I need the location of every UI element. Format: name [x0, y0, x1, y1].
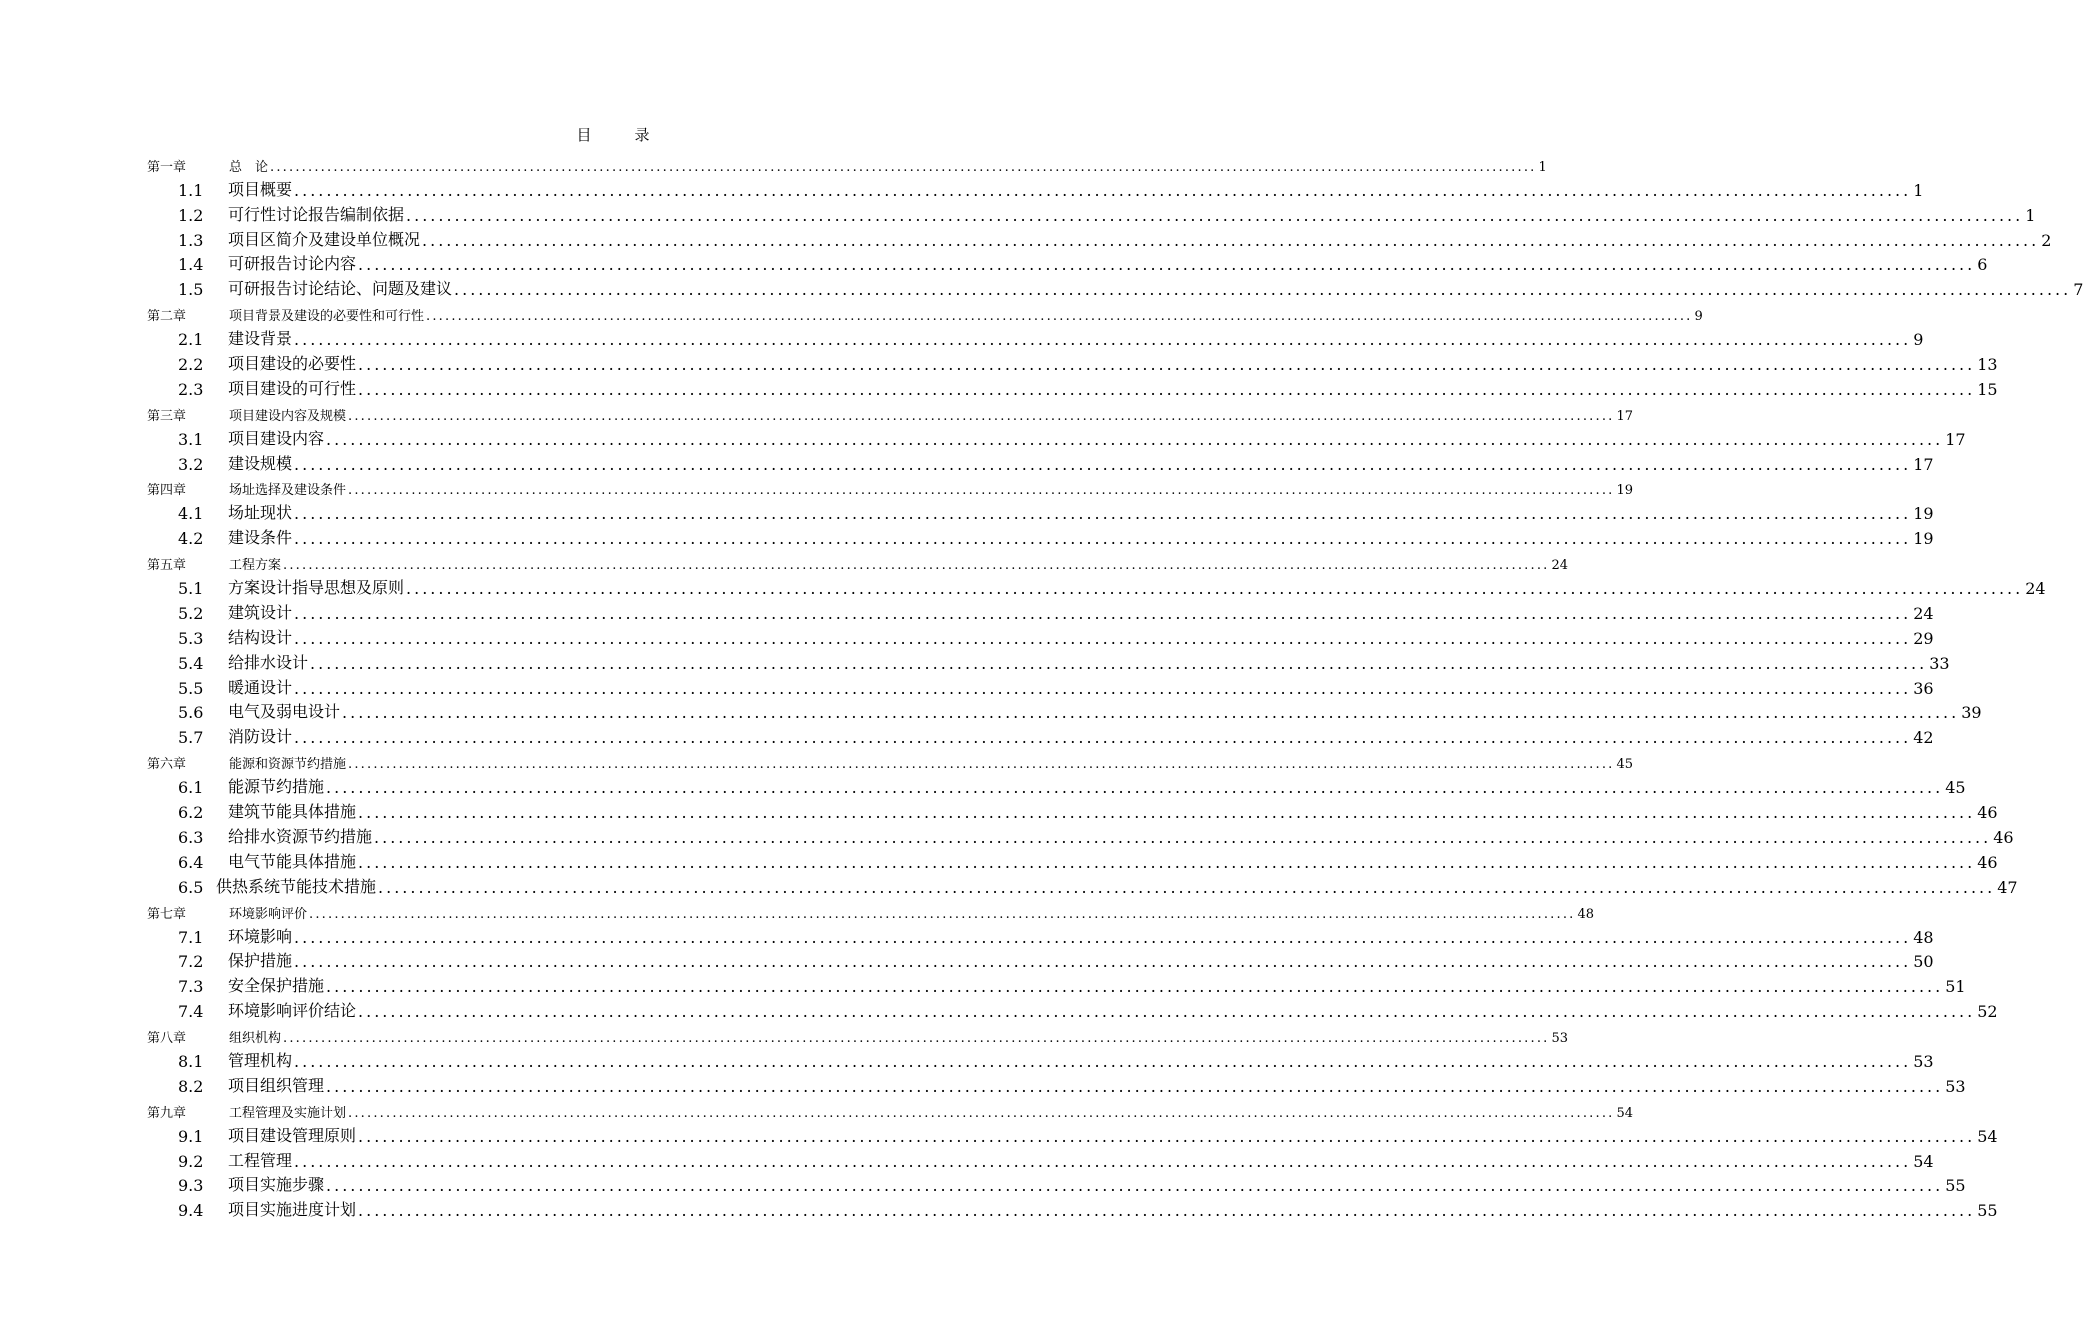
toc-chapter-entry[interactable]: [147, 399, 1634, 424]
toc-leader-dots: ........................................................................................................................................................................................................: [326, 977, 1944, 997]
toc-entry-page: 46: [1977, 803, 1998, 823]
toc-entry-number: 9.2: [178, 1151, 204, 1171]
toc-chapter-entry[interactable]: [147, 150, 1547, 175]
toc-entry-page: 45: [1616, 757, 1634, 773]
toc-entry-number: 2.1: [178, 330, 204, 350]
toc-section-entry[interactable]: [147, 947, 1934, 972]
toc-leader-dots: ........................................................................................................................................................................................................: [294, 504, 1912, 524]
toc-entry-page: 24: [1551, 558, 1569, 574]
toc-entry-page: 24: [2025, 579, 2046, 599]
toc-section-entry[interactable]: [147, 225, 2052, 250]
toc-leader-dots: ........................................................................................................................................................................................................: [358, 255, 1976, 275]
toc-entry-title: 消防设计: [228, 727, 293, 747]
toc-entry-page: 54: [1977, 1126, 1998, 1146]
toc-section-entry[interactable]: [147, 598, 1934, 623]
toc-entry-page: 13: [1977, 355, 1998, 375]
toc-entry-number: 9.4: [178, 1201, 204, 1221]
toc-entry-title: 项目建设的可行性: [228, 378, 357, 398]
toc-entry-page: 9: [1913, 330, 1924, 350]
toc-entry-page: 33: [1929, 653, 1950, 673]
toc-entry-page: 54: [1616, 1105, 1634, 1121]
toc-entry-page: 53: [1551, 1031, 1569, 1047]
toc-chapter-entry[interactable]: [147, 1096, 1634, 1121]
toc-entry-number: 第六章: [147, 757, 187, 773]
toc-entry-number: 6.4: [178, 852, 204, 872]
toc-entry-page: 46: [1977, 852, 1998, 872]
toc-entry-page: 29: [1913, 628, 1934, 648]
toc-entry-page: 48: [1913, 927, 1934, 947]
toc-leader-dots: ........................................................................................................................................................................................................: [326, 1176, 1944, 1196]
toc-entry-title: 供热系统节能技术措施: [216, 876, 377, 896]
toc-section-entry[interactable]: [147, 847, 1998, 872]
toc-leader-dots: ........................................................................................................................................................................................................: [294, 678, 1912, 698]
toc-entry-title: 工程管理: [228, 1150, 293, 1170]
toc-entry-number: 7.4: [178, 1002, 204, 1022]
toc-entry-page: 48: [1577, 906, 1595, 922]
toc-entry-title: 环境影响: [228, 926, 293, 946]
toc-chapter-entry[interactable]: [147, 1021, 1569, 1047]
toc-entry-title: 电气及弱电设计: [228, 702, 341, 722]
toc-leader-dots: ........................................................................................................................................................................................................: [294, 603, 1912, 623]
toc-entry-page: 53: [1945, 1076, 1966, 1096]
toc-entry-page: 47: [1997, 877, 2018, 897]
toc-entry-number: 第三章: [147, 408, 187, 424]
toc-leader-dots: ........................................................................................................................................................................................................: [326, 429, 1944, 449]
toc-section-entry[interactable]: [147, 573, 2046, 599]
toc-leader-dots: ........................................................................................................................................................................................................: [358, 852, 1976, 872]
toc-leader-dots: ........................................................................................................................................................................................................: [294, 454, 1912, 474]
toc-leader-dots: ........................................................................................................................................................................................................: [294, 180, 1912, 200]
toc-leader-dots: ........................................................................................................................................................................................................: [270, 159, 1537, 175]
toc-leader-dots: ........................................................................................................................................................................................................: [294, 927, 1912, 947]
toc-entry-number: 第八章: [147, 1031, 187, 1047]
toc-section-entry[interactable]: [147, 1146, 1934, 1171]
toc-section-entry[interactable]: [147, 872, 2018, 897]
toc-leader-dots: ........................................................................................................................................................................................................: [406, 205, 2024, 225]
toc-section-entry[interactable]: [147, 698, 1982, 723]
toc-entry-title: 项目概要: [228, 179, 293, 199]
toc-entry-number: 5.1: [178, 579, 204, 599]
toc-entry-page: 24: [1913, 603, 1934, 623]
toc-entry-page: 1: [1913, 180, 1924, 200]
toc-entry-page: 39: [1961, 703, 1982, 723]
toc-entry-title: 项目组织管理: [228, 1075, 325, 1095]
toc-section-entry[interactable]: [147, 971, 1966, 997]
toc-leader-dots: ........................................................................................................................................................................................................: [348, 757, 1615, 773]
toc-section-entry[interactable]: [147, 1195, 1998, 1221]
toc-leader-dots: ........................................................................................................................................................................................................: [326, 778, 1944, 798]
toc-entry-title: 安全保护措施: [228, 976, 325, 996]
toc-section-entry[interactable]: [147, 822, 2014, 847]
toc-leader-dots: ........................................................................................................................................................................................................: [310, 653, 1928, 673]
toc-entry-title: 暖通设计: [228, 677, 293, 697]
toc-leader-dots: ........................................................................................................................................................................................................: [348, 408, 1615, 424]
toc-entry-title: 给排水资源节约措施: [228, 826, 373, 846]
toc-entry-page: 55: [1977, 1201, 1998, 1221]
toc-section-entry[interactable]: [147, 772, 1966, 798]
toc-leader-dots: ........................................................................................................................................................................................................: [326, 1076, 1944, 1096]
toc-entry-title: 场址现状: [228, 503, 293, 523]
toc-leader-dots: ........................................................................................................................................................................................................: [309, 906, 1576, 922]
toc-entry-page: 50: [1913, 952, 1934, 972]
toc-entry-page: 1: [1538, 159, 1547, 175]
toc-entry-title: 给排水设计: [228, 652, 309, 672]
toc-entry-number: 1.5: [178, 280, 204, 300]
toc-entry-number: 5.3: [178, 628, 204, 648]
toc-entry-title: 总 论: [229, 159, 269, 175]
toc-entry-number: 7.2: [178, 952, 204, 972]
toc-section-entry[interactable]: [147, 523, 1934, 549]
toc-entry-number: 4.2: [178, 529, 204, 549]
toc-section-entry[interactable]: [147, 1171, 1966, 1196]
toc-leader-dots: ........................................................................................................................................................................................................: [294, 952, 1912, 972]
toc-section-entry[interactable]: [147, 648, 1950, 673]
toc-entry-number: 第四章: [147, 483, 187, 499]
toc-entry-number: 8.1: [178, 1051, 204, 1071]
toc-entry-page: 17: [1945, 429, 1966, 449]
toc-entry-number: 1.1: [178, 180, 204, 200]
toc-entry-title: 可研报告讨论结论、问题及建议: [228, 279, 453, 299]
toc-leader-dots: ........................................................................................................................................................................................................: [454, 280, 2072, 300]
toc-entry-title: 能源节约措施: [228, 777, 325, 797]
toc-entry-page: 51: [1945, 977, 1966, 997]
toc-entry-page: 42: [1913, 728, 1934, 748]
toc-entry-title: 项目建设管理原则: [228, 1125, 357, 1145]
toc-title: 目 录: [576, 126, 664, 144]
toc-section-entry[interactable]: [147, 200, 2036, 225]
toc-chapter-entry[interactable]: [147, 747, 1634, 773]
toc-leader-dots: ........................................................................................................................................................................................................: [294, 330, 1912, 350]
toc-leader-dots: ........................................................................................................................................................................................................: [358, 1201, 1976, 1221]
toc-entry-title: 建筑节能具体措施: [228, 802, 357, 822]
toc-section-entry[interactable]: [147, 324, 1924, 350]
toc-entry-page: 54: [1913, 1151, 1934, 1171]
toc-leader-dots: ........................................................................................................................................................................................................: [283, 558, 1550, 574]
toc-entry-title: 方案设计指导思想及原则: [228, 578, 405, 598]
toc-entry-title: 项目建设内容及规模: [229, 408, 347, 424]
toc-leader-dots: ........................................................................................................................................................................................................: [358, 1126, 1976, 1146]
toc-leader-dots: ........................................................................................................................................................................................................: [422, 230, 2040, 250]
toc-leader-dots: ........................................................................................................................................................................................................: [348, 1105, 1615, 1121]
toc-entry-number: 第七章: [147, 906, 187, 922]
toc-entry-page: 9: [1694, 309, 1703, 325]
toc-leader-dots: ........................................................................................................................................................................................................: [294, 529, 1912, 549]
toc-entry-page: 19: [1913, 504, 1934, 524]
toc-entry-number: 5.7: [178, 728, 204, 748]
toc-entry-title: 组织机构: [229, 1031, 282, 1047]
toc-entry-title: 结构设计: [228, 627, 293, 647]
toc-section-entry[interactable]: [147, 797, 1998, 823]
toc-entry-page: 55: [1945, 1176, 1966, 1196]
toc-entry-title: 项目区简介及建设单位概况: [228, 229, 421, 249]
toc-leader-dots: ........................................................................................................................................................................................................: [378, 877, 1996, 897]
toc-entry-page: 6: [1977, 255, 1988, 275]
toc-leader-dots: ........................................................................................................................................................................................................: [294, 628, 1912, 648]
toc-entry-number: 1.4: [178, 255, 204, 275]
toc-entry-number: 7.1: [178, 927, 204, 947]
toc-entry-title: 保护措施: [228, 951, 293, 971]
toc-leader-dots: ........................................................................................................................................................................................................: [342, 703, 1960, 723]
toc-leader-dots: ........................................................................................................................................................................................................: [283, 1031, 1550, 1047]
toc-section-entry[interactable]: [147, 449, 1934, 474]
toc-section-entry[interactable]: [147, 1046, 1934, 1071]
toc-entry-page: 1: [2025, 205, 2036, 225]
toc-entry-page: 45: [1945, 778, 1966, 798]
toc-section-entry[interactable]: [147, 498, 1934, 524]
toc-entry-title: 建筑设计: [228, 602, 293, 622]
toc-leader-dots: ........................................................................................................................................................................................................: [374, 827, 1992, 847]
toc-entry-number: 第九章: [147, 1105, 187, 1121]
toc-entry-number: 6.3: [178, 827, 204, 847]
toc-entry-title: 建设规模: [228, 453, 293, 473]
toc-section-entry[interactable]: [147, 175, 1924, 200]
toc-section-entry[interactable]: [147, 349, 1998, 375]
table-of-contents: [147, 150, 2083, 1221]
toc-section-entry[interactable]: [147, 1071, 1966, 1096]
toc-leader-dots: ........................................................................................................................................................................................................: [294, 728, 1912, 748]
toc-entry-title: 场址选择及建设条件: [229, 483, 347, 499]
toc-entry-page: 17: [1616, 408, 1634, 424]
toc-section-entry[interactable]: [147, 424, 1966, 449]
toc-section-entry[interactable]: [147, 623, 1934, 648]
toc-entry-page: 7: [2073, 280, 2083, 300]
toc-entry-title: 项目实施步骤: [228, 1175, 325, 1195]
toc-section-entry[interactable]: [147, 922, 1934, 947]
toc-entry-number: 第五章: [147, 558, 187, 574]
toc-entry-title: 可行性讨论报告编制依据: [228, 204, 405, 224]
toc-leader-dots: ........................................................................................................................................................................................................: [426, 309, 1693, 325]
toc-entry-page: 36: [1913, 678, 1934, 698]
toc-entry-title: 建设条件: [228, 528, 293, 548]
toc-entry-number: 5.4: [178, 653, 204, 673]
toc-section-entry[interactable]: [147, 250, 1988, 275]
toc-entry-title: 工程管理及实施计划: [229, 1105, 347, 1121]
toc-section-entry[interactable]: [147, 722, 1934, 748]
toc-chapter-entry[interactable]: [147, 474, 1634, 499]
toc-entry-number: 5.6: [178, 703, 204, 723]
toc-entry-page: 46: [1993, 827, 2014, 847]
toc-leader-dots: ........................................................................................................................................................................................................: [358, 803, 1976, 823]
toc-leader-dots: ........................................................................................................................................................................................................: [348, 483, 1615, 499]
toc-entry-page: 53: [1913, 1051, 1934, 1071]
toc-entry-title: 建设背景: [228, 329, 293, 349]
toc-section-entry[interactable]: [147, 374, 1998, 399]
toc-leader-dots: ........................................................................................................................................................................................................: [358, 1002, 1976, 1022]
toc-entry-title: 项目实施进度计划: [228, 1200, 357, 1220]
toc-entry-title: 环境影响评价: [229, 906, 308, 922]
toc-entry-number: 9.1: [178, 1126, 204, 1146]
toc-entry-page: 15: [1977, 379, 1998, 399]
toc-chapter-entry[interactable]: [147, 299, 1703, 325]
toc-entry-page: 19: [1913, 529, 1934, 549]
toc-entry-page: 19: [1616, 483, 1634, 499]
toc-entry-title: 可研报告讨论内容: [228, 254, 357, 274]
toc-entry-page: 2: [2041, 230, 2052, 250]
toc-leader-dots: ........................................................................................................................................................................................................: [358, 355, 1976, 375]
toc-entry-page: 17: [1913, 454, 1934, 474]
toc-entry-number: 1.3: [178, 230, 204, 250]
toc-entry-number: 4.1: [178, 504, 204, 524]
toc-entry-number: 3.2: [178, 454, 204, 474]
toc-entry-number: 第二章: [147, 309, 187, 325]
toc-entry-number: 2.3: [178, 379, 204, 399]
toc-entry-number: 8.2: [178, 1076, 204, 1096]
toc-entry-number: 2.2: [178, 355, 204, 375]
toc-entry-number: 5.2: [178, 603, 204, 623]
toc-entry-number: 6.2: [178, 803, 204, 823]
toc-entry-title: 项目建设的必要性: [228, 354, 357, 374]
toc-entry-title: 工程方案: [229, 558, 282, 574]
toc-leader-dots: ........................................................................................................................................................................................................: [358, 379, 1976, 399]
toc-section-entry[interactable]: [147, 673, 1934, 698]
toc-entry-number: 1.2: [178, 205, 204, 225]
toc-leader-dots: ........................................................................................................................................................................................................: [294, 1151, 1912, 1171]
toc-entry-title: 管理机构: [228, 1050, 293, 1070]
toc-entry-title: 电气节能具体措施: [228, 851, 357, 871]
toc-entry-number: 7.3: [178, 977, 204, 997]
toc-leader-dots: ........................................................................................................................................................................................................: [406, 579, 2024, 599]
toc-chapter-entry[interactable]: [147, 548, 1569, 574]
toc-entry-title: 环境影响评价结论: [228, 1001, 357, 1021]
toc-entry-number: 9.3: [178, 1176, 204, 1196]
toc-chapter-entry[interactable]: [147, 897, 1595, 922]
toc-entry-title: 能源和资源节约措施: [229, 757, 347, 773]
toc-section-entry[interactable]: [147, 1121, 1998, 1146]
toc-entry-number: 3.1: [178, 429, 204, 449]
toc-section-entry[interactable]: [147, 274, 2083, 300]
toc-entry-title: 项目背景及建设的必要性和可行性: [229, 309, 425, 325]
toc-entry-number: 5.5: [178, 678, 204, 698]
toc-leader-dots: ........................................................................................................................................................................................................: [294, 1051, 1912, 1071]
toc-section-entry[interactable]: [147, 996, 1998, 1022]
toc-entry-number: 第一章: [147, 159, 187, 175]
toc-entry-title: 项目建设内容: [228, 428, 325, 448]
toc-entry-number: 6.1: [178, 778, 204, 798]
toc-entry-page: 52: [1977, 1002, 1998, 1022]
toc-entry-number: 6.5: [178, 877, 204, 897]
